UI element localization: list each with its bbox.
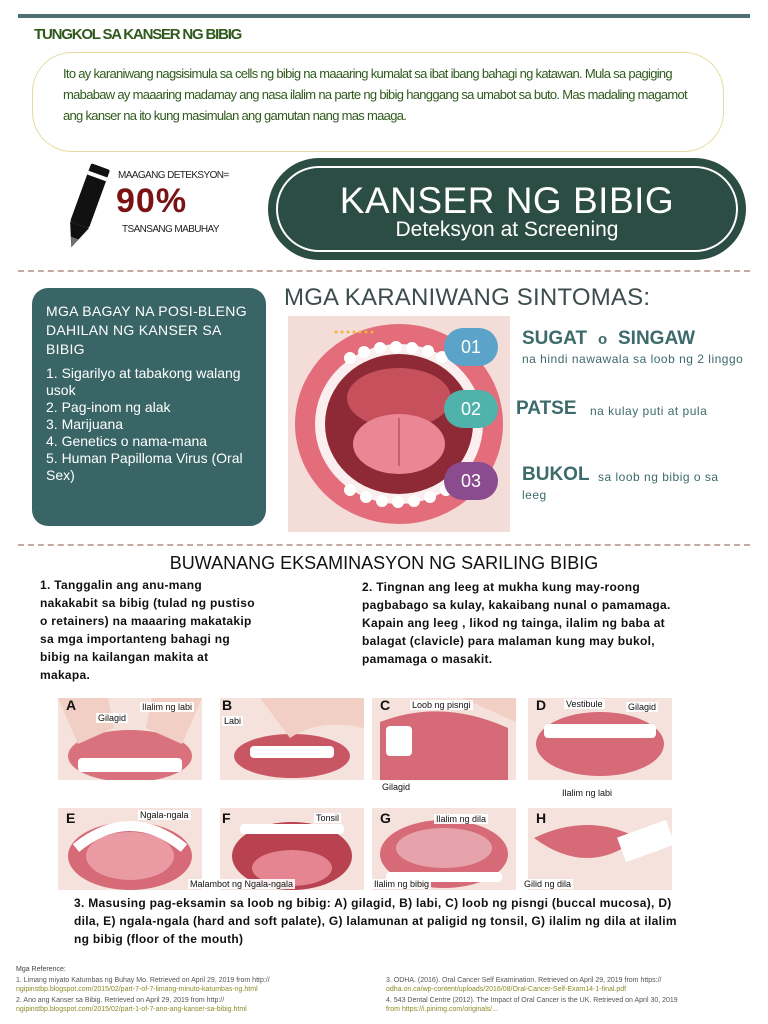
- banner-title: KANSER NG BIBIG: [339, 180, 675, 221]
- title-banner: [268, 158, 746, 260]
- symptom-badge-03: 03: [444, 462, 498, 500]
- figure-d-label: Vestibule: [566, 699, 603, 709]
- figure-g-label: Ilalim ng bibig: [374, 879, 430, 889]
- figure-e-illustration: [58, 808, 202, 890]
- symptom-3-heading: BUKOL: [522, 464, 590, 485]
- exam-step-1: 1. Tanggalin ang anu-mang nakakabit sa bibig (tulad ng pustiso o retainers) na maaaring makatakip sa mga importanteng bahagi ng bibig na kailangan makita at makapa.: [40, 578, 255, 682]
- figure-d-label: Ilalim ng labi: [562, 788, 613, 798]
- cause-item: 3. Marijuana: [46, 416, 124, 432]
- causes-box: [32, 288, 266, 526]
- intro-box: [32, 52, 724, 152]
- figure-c-label: Loob ng pisngi: [412, 700, 471, 710]
- figure-c-letter: C: [380, 697, 391, 713]
- figure-e-label: Malambot ng Ngala-ngala: [190, 879, 294, 889]
- figure-g-label: Ilalim ng dila: [436, 814, 487, 824]
- figure-c-label: Gilagid: [382, 782, 411, 792]
- stat-value: 90%: [116, 182, 188, 220]
- figure-f-label: Tonsil: [316, 813, 340, 823]
- stat-label-top: MAAGANG DETEKSYON=: [118, 170, 229, 181]
- exam-step-3: 3. Masusing pag-eksamin sa loob ng bibig: A) gilagid, B) labi, C) loob ng pisngi (buccal mucosa), D) dila, E) ngala-ngala (hard and soft palate), G) lalamunan at paligid ng tonsil, G) ilalim ng dila at ilalim ng bibig (floor of the mouth): [74, 896, 677, 946]
- reference-link[interactable]: ngipinstbp.blogspot.com/2015/02/part-1-of-7-ano-ang-kanser-sa-bibig.html: [16, 1006, 247, 1013]
- figure-c-illustration: [372, 698, 516, 780]
- figure-b-illustration: [220, 698, 364, 780]
- figure-h-label: Gilid ng dila: [524, 879, 572, 889]
- reference-link[interactable]: from https://i.pinimg.com/originals/...: [386, 1006, 499, 1013]
- symptom-1-text: na hindi nawawala sa loob ng 2 linggo: [522, 352, 744, 366]
- references-title: Mga Reference:: [16, 966, 66, 973]
- cause-item: 4. Genetics o nama-mana: [46, 433, 208, 449]
- figure-d-label: Gilagid: [628, 702, 657, 712]
- exam-step-2: 2. Tingnan ang leeg at mukha kung may-roong pagbabago sa kulay, kakaibang nunal o pamamaga. Kapain ang leeg , likod ng tainga, ilalim ng baba at balagat (clavicle) para malaman kung may bukol, pamamaga o masakit.: [362, 580, 671, 666]
- reference-item: 3. ODHA. (2016). Oral Cancer Self Examination. Retrieved on April 29, 2019 from https:// odha.on.ca/wp-content/uploads/2016/08/Oral-Cancer-Self-Exam14-1-final.pdf: [386, 976, 756, 994]
- figure-a-letter: A: [66, 697, 77, 713]
- figure-e-label: Ngala-ngala: [140, 810, 189, 820]
- symptom-badge-02: 02: [444, 390, 498, 428]
- dashed-divider: [18, 270, 750, 272]
- symptom-2-heading: PATSE: [516, 398, 577, 419]
- symptom-badge-01: 01: [444, 328, 498, 366]
- reference-link[interactable]: odha.on.ca/wp-content/uploads/2016/08/Oral-Cancer-Self-Exam14-1-final.pdf: [386, 986, 627, 993]
- reference-item: 1. Limang miyato Katumbas ng Buhay Mo. Retrieved on April 29, 2019 from http:// ngipinstbp.blogspot.com/2015/02/part-7-of-7-limang-minuto-katumbas-ng.html: [16, 976, 376, 994]
- figure-h-letter: H: [536, 810, 547, 826]
- intro-text: Ito ay karaniwang nagsisimula sa cells ng bibig na maaaring kumalat sa ibat ibang bahagi ng katawan. Mula sa pagiging mababaw ay maaaring madamay ang nasa ilalim na parte ng bibig hanggang sa umabot sa buto. Mas madaling magamot ang kanser na ito kung masimulan ang gamutan nang mas maaga.: [63, 66, 687, 123]
- figure-g-letter: G: [380, 810, 391, 826]
- cause-item: 1. Sigarilyo at tabakong walang usok: [46, 365, 241, 398]
- figure-a-label: Ilalim ng labi: [142, 702, 193, 712]
- section-title-about: TUNGKOL SA KANSER NG BIBIG: [34, 26, 242, 43]
- figure-h-illustration: [528, 808, 672, 890]
- dashed-divider: [18, 544, 750, 546]
- figure-d-letter: D: [536, 697, 547, 713]
- cause-item: 5. Human Papilloma Virus (Oral Sex): [46, 450, 243, 483]
- pencil-icon: [56, 160, 116, 255]
- cause-item: 2. Pag-inom ng alak: [46, 399, 171, 415]
- causes-title: MGA BAGAY NA POSI-BLENG DAHILAN NG KANSER SA BIBIG: [46, 303, 247, 357]
- symptom-1-heading-2: SINGAW: [618, 328, 696, 349]
- reference-item: 4. 543 Dental Centre (2012). The Impact of Oral Cancer is the UK. Retrieved on April 30, 2019 from https://i.pinimg.com/originals/...: [386, 996, 756, 1014]
- figure-e-letter: E: [66, 810, 76, 826]
- exam-title: BUWANANG EKSAMINASYON NG SARILING BIBIG: [169, 553, 599, 573]
- figure-a-label: Gilagid: [98, 713, 127, 723]
- symptom-1-conjunction: o: [598, 331, 608, 348]
- figure-b-label: Labi: [224, 716, 242, 726]
- symptoms-title: MGA KARANIWANG SINTOMAS:: [284, 284, 651, 311]
- figure-b-letter: B: [222, 697, 233, 713]
- symptom-2-text: na kulay puti at pula: [590, 404, 708, 418]
- symptom-3-text: sa loob ng bibig o sa leeg: [522, 470, 719, 502]
- reference-item: 2. Ano ang Kanser sa Bibig. Retrieved on April 29, 2019 from http:// ngipinstbp.blogspot.com/2015/02/part-1-of-7-ano-ang-kanser-sa-bibig.html: [16, 996, 376, 1014]
- figure-f-letter: F: [222, 810, 231, 826]
- stat-label-bottom: TSANSANG MABUHAY: [122, 224, 219, 235]
- banner-subtitle: Deteksyon at Screening: [395, 218, 619, 241]
- top-rule: [18, 14, 750, 18]
- symptom-1-heading: SUGAT: [522, 328, 588, 349]
- reference-link[interactable]: ngipinstbp.blogspot.com/2015/02/part-7-of-7-limang-minuto-katumbas-ng.html: [16, 986, 258, 993]
- figure-f-illustration: [220, 808, 364, 890]
